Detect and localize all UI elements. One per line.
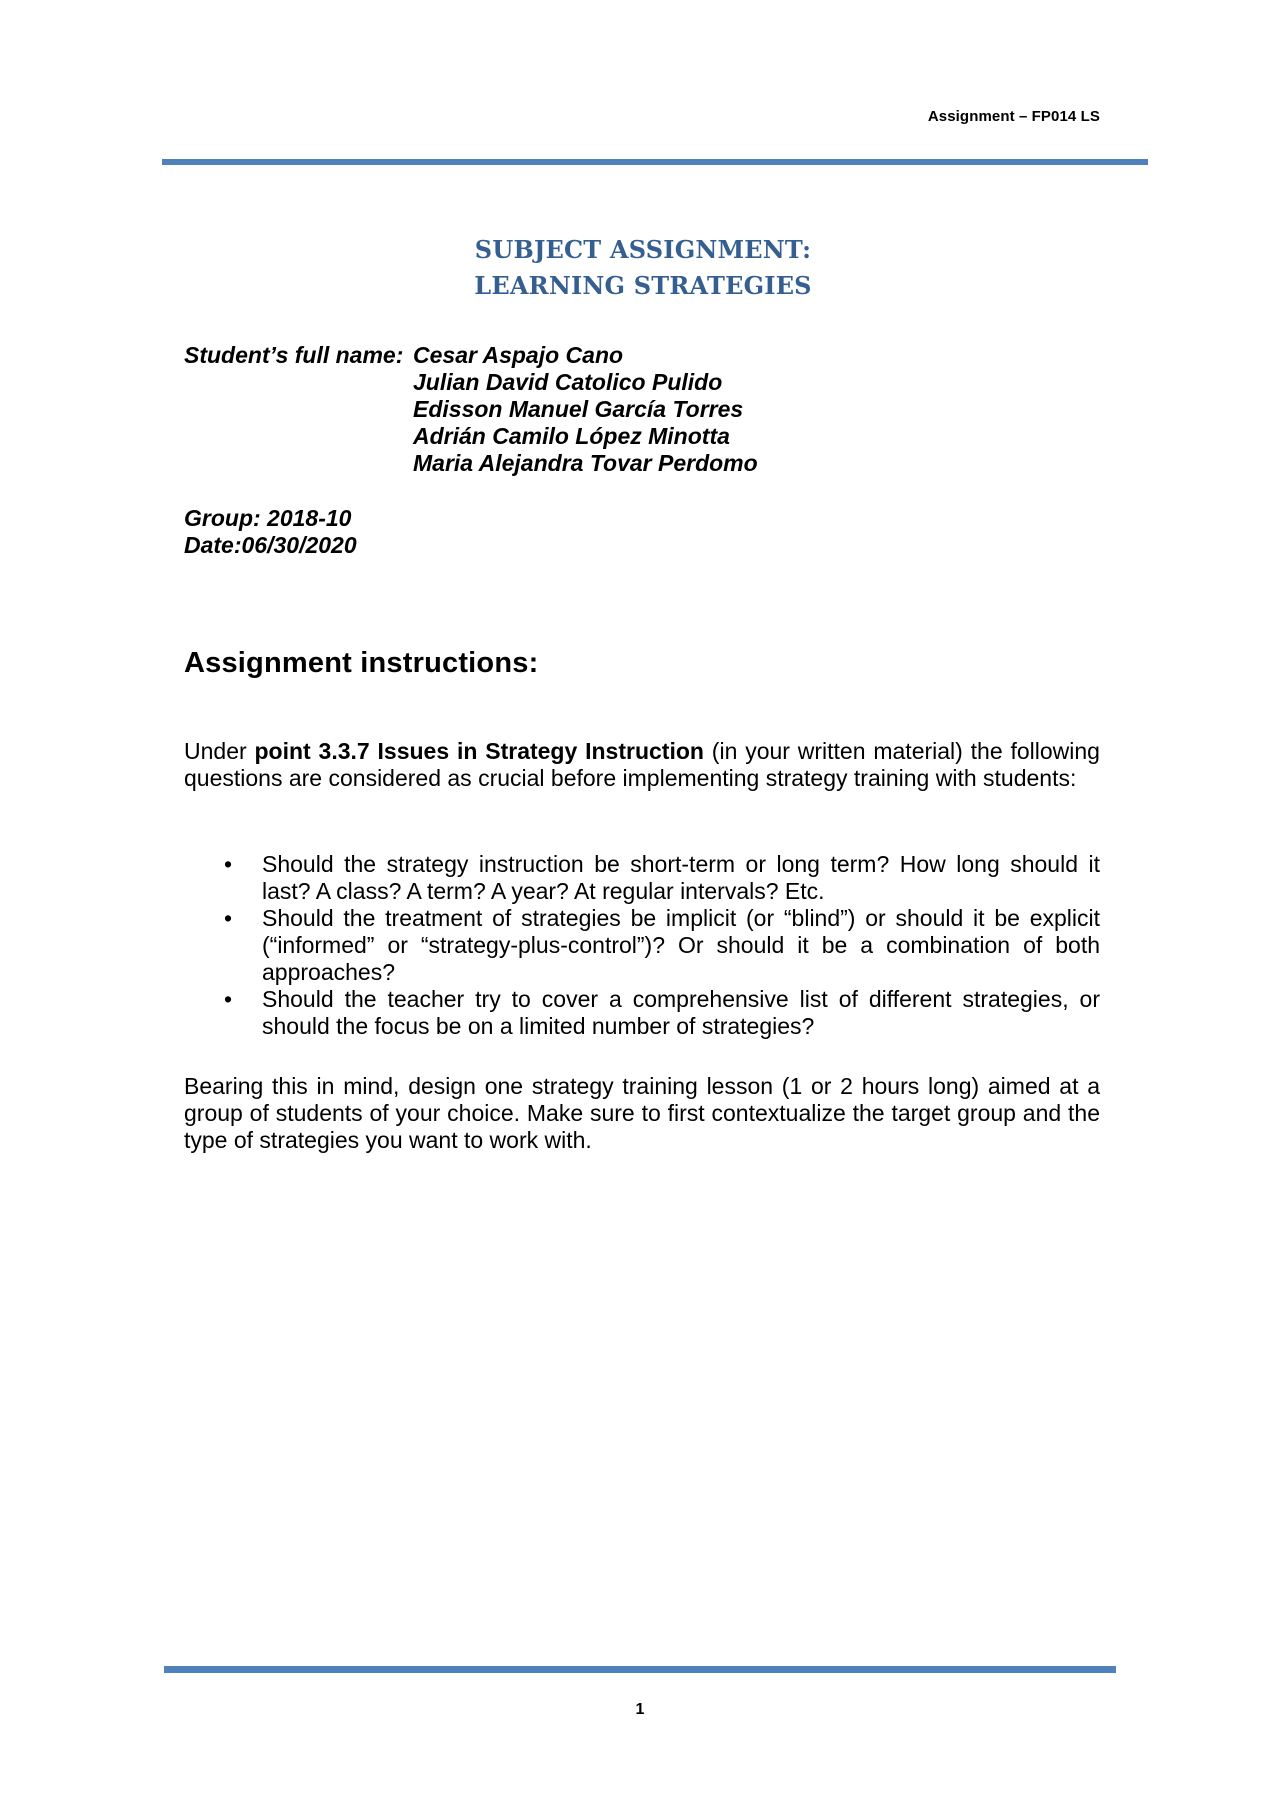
intro-text-end: (in your written material) the following questions are considered as crucial before implementing strategy training with students:: [184, 738, 1100, 791]
title-line-2: LEARNING STRATEGIES: [474, 271, 812, 300]
title-line-1: SUBJECT ASSIGNMENT:: [474, 235, 812, 264]
list-item: [184, 986, 1100, 1040]
header-divider: [162, 159, 1148, 165]
bullet-icon: •: [224, 905, 233, 931]
student-name: Adrián Camilo López Minotta: [413, 423, 730, 449]
running-header: Assignment – FP014 LS: [927, 108, 1100, 125]
students-block: [184, 342, 758, 477]
bullet-icon: •: [224, 986, 233, 1012]
question-text: Should the treatment of strategies be implicit (or “blind”) or should it be explicit (“informed” or “strategy-plus-control”)? Or should it be a combination of both approaches?: [262, 905, 1100, 985]
intro-bold-reference: point 3.3.7 Issues in Strategy Instruction: [254, 738, 704, 764]
page-number: 1: [635, 1701, 645, 1718]
group-date-block: [184, 505, 357, 559]
student-name: Julian David Catolico Pulido: [413, 369, 723, 395]
question-list: [184, 851, 1100, 1040]
intro-text-start: Under: [184, 738, 255, 764]
footer-divider: [164, 1666, 1116, 1673]
student-names: [413, 342, 758, 477]
closing-paragraph: Bearing this in mind, design one strategy training lesson (1 or 2 hours long) aimed at a group of students of your choice. Make sure to first contextualize the target group and the type of strategies you want to work with.: [184, 1073, 1100, 1153]
list-item: [184, 851, 1100, 905]
question-text: Should the teacher try to cover a comprehensive list of different strategies, or should the focus be on a limited number of strategies?: [262, 986, 1100, 1039]
group-line: Group: 2018-10: [184, 505, 352, 531]
students-label: Student’s full name:: [184, 342, 404, 368]
student-name: Maria Alejandra Tovar Perdomo: [413, 450, 758, 476]
bullet-icon: •: [224, 851, 233, 877]
student-name: Cesar Aspajo Cano: [413, 342, 624, 368]
list-item: [184, 905, 1100, 986]
question-text: Should the strategy instruction be short-term or long term? How long should it last? A class? A term? A year? At regular intervals? Etc.: [262, 851, 1100, 904]
document-title: [162, 232, 1124, 304]
intro-paragraph: [184, 738, 1100, 792]
section-heading: Assignment instructions:: [184, 647, 539, 679]
student-name: Edisson Manuel García Torres: [413, 396, 744, 422]
date-line: Date:06/30/2020: [184, 532, 357, 558]
